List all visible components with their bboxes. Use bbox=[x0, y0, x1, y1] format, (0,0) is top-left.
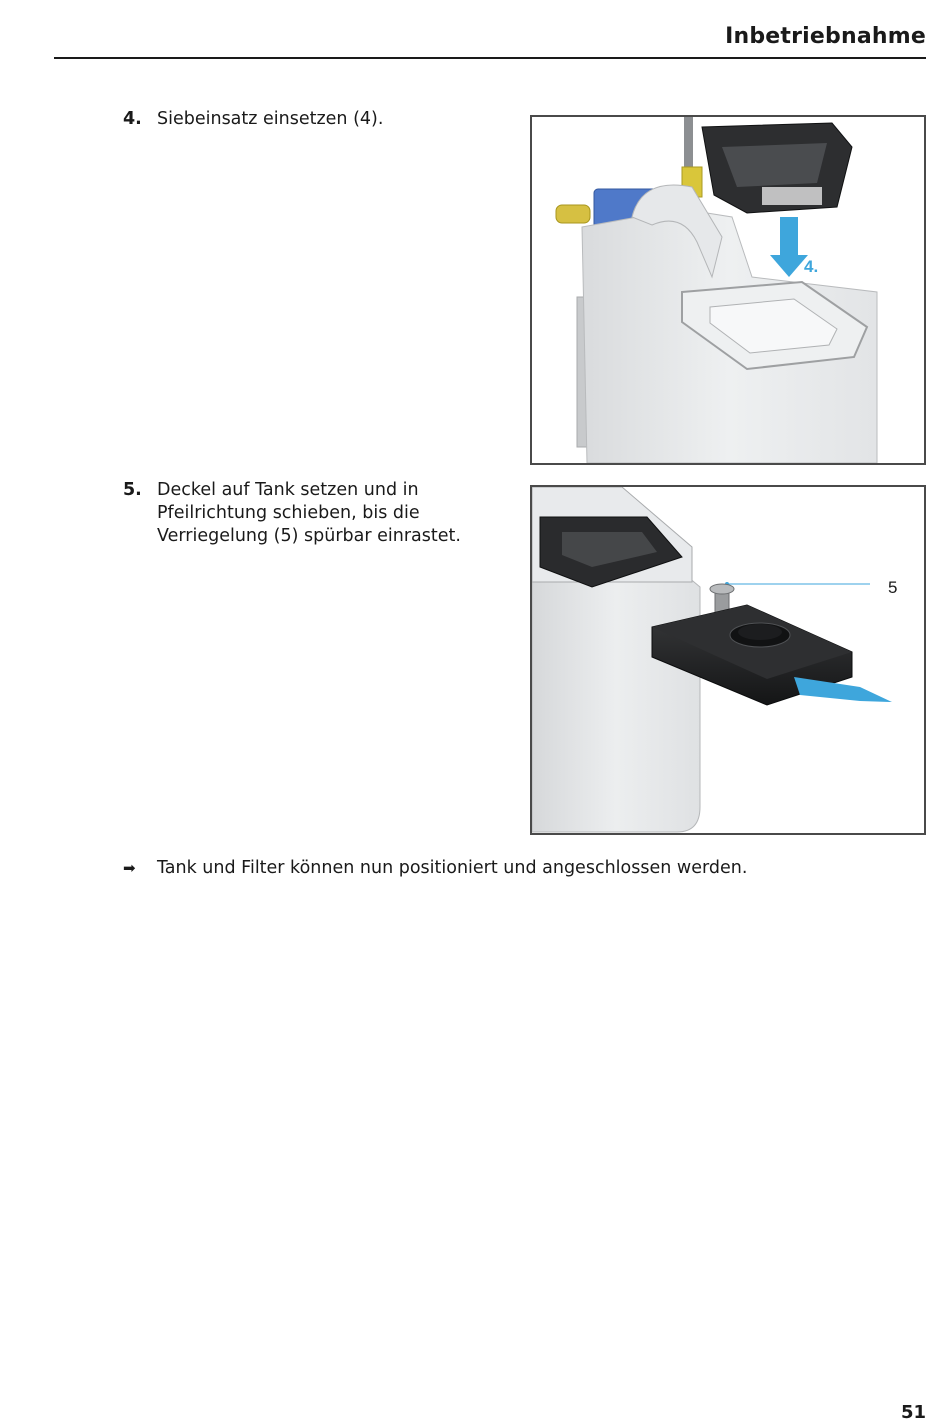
result-line bbox=[123, 857, 903, 880]
push-arrow bbox=[794, 677, 892, 702]
step-text: Siebeinsatz einsetzen (4). bbox=[157, 109, 384, 129]
step-text: Deckel auf Tank setzen und in Pfeilrichtung schieben, bis die Verriegelung (5) spürbar einrastet. bbox=[157, 480, 461, 546]
step-5 bbox=[123, 479, 493, 548]
step-number: 4. bbox=[123, 109, 142, 129]
insert-arrow-head bbox=[770, 255, 808, 277]
callout-label: 5 bbox=[888, 578, 898, 597]
lid-lock-illustration bbox=[532, 487, 924, 833]
result-text: Tank und Filter können nun positioniert und angeschlossen werden. bbox=[157, 858, 748, 878]
page-number: 51 bbox=[900, 1402, 926, 1423]
figure-sieve-insert bbox=[530, 115, 926, 465]
header-divider bbox=[54, 57, 926, 59]
insert-arrow-shaft bbox=[780, 217, 798, 257]
step-4 bbox=[123, 108, 493, 131]
section-title: Inbetriebnahme bbox=[725, 24, 926, 49]
figure-step-label: 4. bbox=[804, 257, 819, 276]
figure-lid-lock bbox=[530, 485, 926, 835]
step-number: 5. bbox=[123, 480, 142, 500]
sieve-insert-illustration bbox=[532, 117, 924, 463]
arrow-right-icon: ➡ bbox=[123, 859, 136, 877]
